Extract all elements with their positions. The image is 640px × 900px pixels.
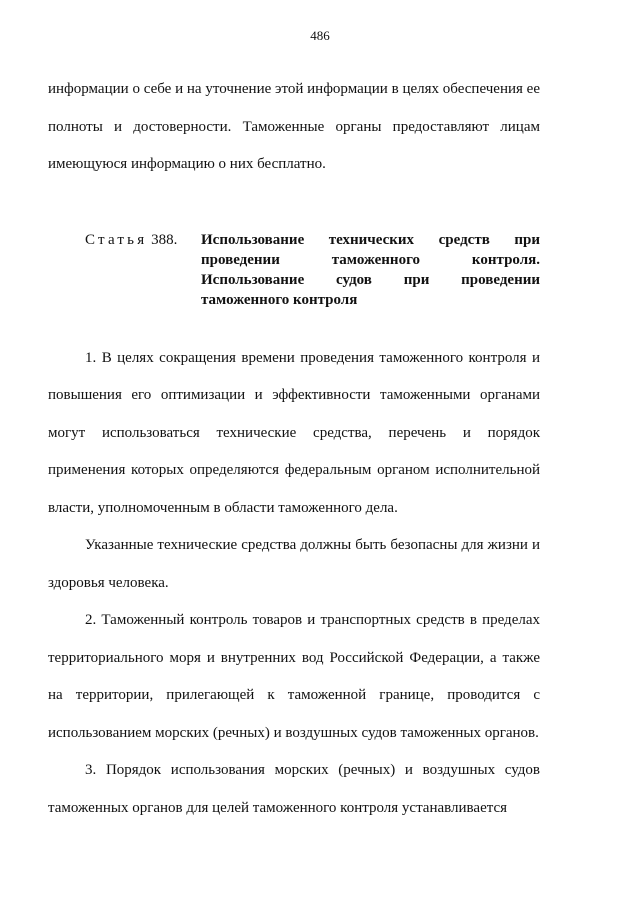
intro-paragraph: информации о себе и на уточнение этой информации в целях обеспечения ее полноты и достоверности. Таможенные органы предоставляют лицам имеющуюся информацию о них бесплатно.	[48, 81, 540, 172]
paragraph-2: 2. Таможенный контроль товаров и транспортных средств в пределах территориального моря и внутренних вод Российской Федерации, а также на территории, прилегающей к таможенной границе, проводится с использованием морских (речных) и воздушных судов таможенных органов.	[48, 612, 540, 741]
article-title: Использование технических средств при проведении таможенного контроля. Использование судов при проведении таможенного контроля	[201, 231, 540, 308]
article-label-word: Статья	[85, 231, 148, 248]
paragraph-1-note: Указанные технические средства должны быть безопасны для жизни и здоровья человека.	[48, 537, 540, 591]
article-heading	[48, 230, 540, 310]
page-number: 486	[310, 28, 330, 43]
article-label	[48, 230, 200, 310]
article-number: 388.	[151, 231, 178, 248]
paragraph-3: 3. Порядок использования морских (речных) и воздушных судов таможенных органов для целей таможенного контроля устанавливается	[48, 762, 540, 816]
paragraph-1: 1. В целях сокращения времени проведения таможенного контроля и повышения его оптимизации и эффективности таможенными органами могут использоваться технические средства, перечень и порядок применения которых определяются федеральным органом исполнительной власти, уполномоченным в области таможенного дела.	[48, 349, 540, 516]
document-body	[48, 72, 540, 827]
